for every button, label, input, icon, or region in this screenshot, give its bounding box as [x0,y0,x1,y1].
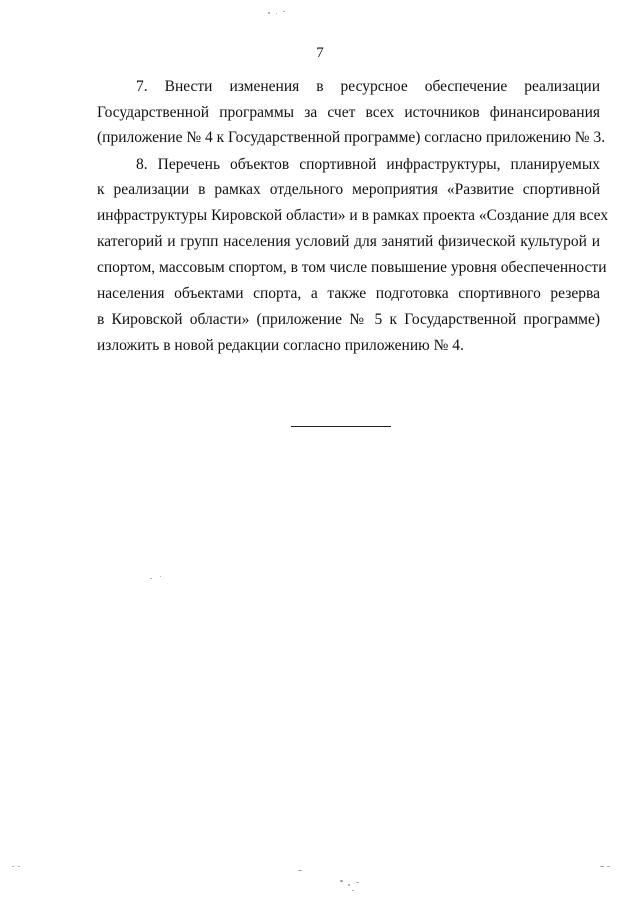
paragraph-7-line-2: Государственной программы за счет всех источников финансирования [97,104,600,121]
paragraph-8-line-1: 8. Перечень объектов спортивной инфраструктуры, планируемых [136,156,600,173]
paragraph-8-line-7: в Кировской области» (приложение № 5 к Государственной программе) [97,311,600,328]
scan-speck [340,880,343,882]
scan-speck [283,11,285,12]
scan-speck [150,578,152,579]
paragraph-8-line-8: изложить в новой редакции согласно приложению № 4. [97,337,464,354]
scan-speck [600,866,604,867]
scan-speck [356,882,359,883]
page-number: 7 [316,45,324,61]
scan-speck [12,866,14,867]
paragraph-8-line-4: категорий и групп населения условий для занятий физической культурой и [97,233,600,250]
paragraph-8-line-3: инфраструктуры Кировской области» и в рамках проекта «Создание для всех [97,207,609,224]
scan-speck [352,890,354,891]
paragraph-8-line-2: к реализации в рамках отдельного мероприятия «Развитие спортивной [97,181,600,198]
paragraph-8-line-6: населения объектами спорта, а также подготовка спортивного резерва [97,285,600,302]
scan-speck [268,12,270,14]
paragraph-7-line-3: (приложение № 4 к Государственной программе) согласно приложению № 3. [97,129,606,146]
scan-speck [18,866,20,867]
end-separator-line [291,426,391,427]
scan-speck [160,576,161,577]
scan-speck [607,866,610,867]
scan-speck [298,870,302,871]
scan-speck [276,13,277,14]
paragraph-8-line-5: спортом, массовым спортом, в том числе повышение уровня обеспеченности [97,259,607,276]
paragraph-7-line-1: 7. Внести изменения в ресурсное обеспечение реализации [136,78,600,95]
scan-speck [348,884,350,886]
